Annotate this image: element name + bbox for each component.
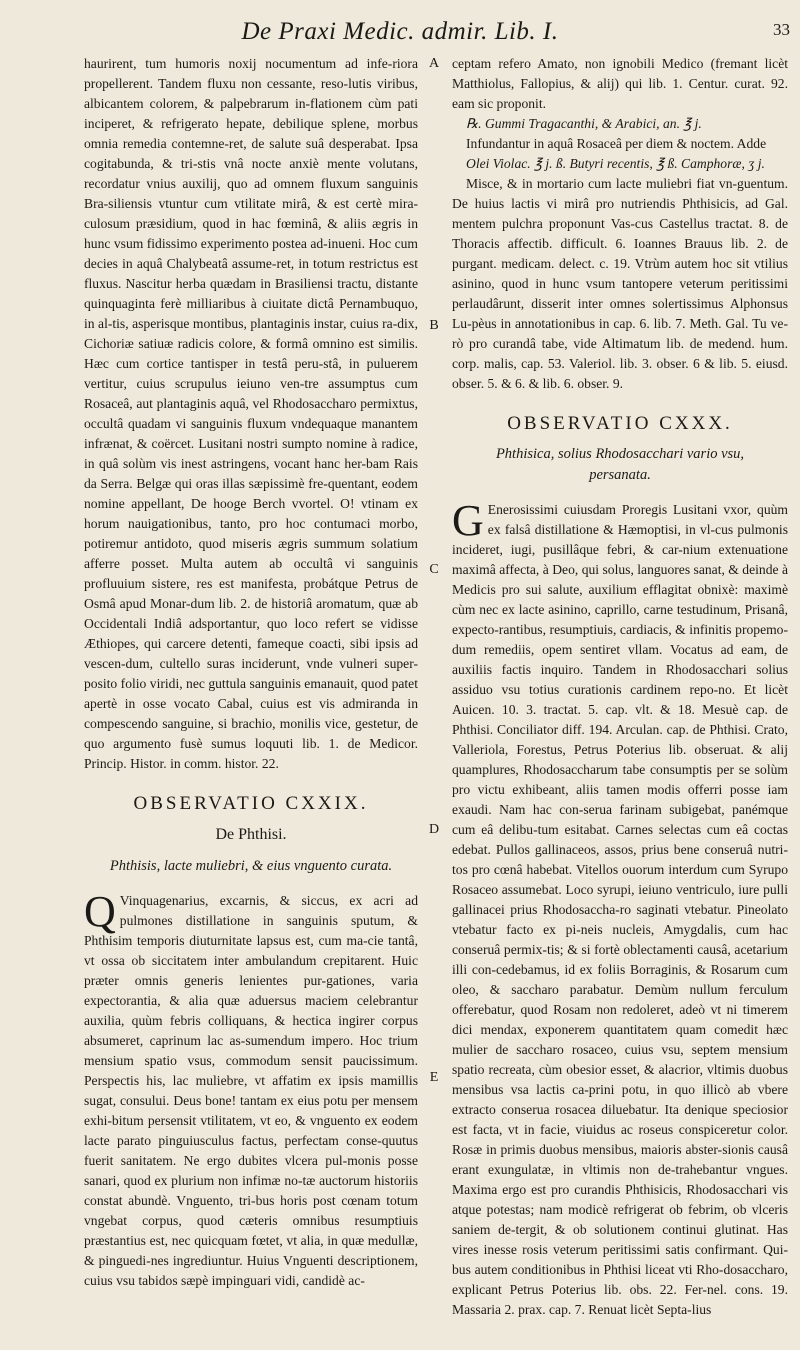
left-column <box>84 54 418 1344</box>
recipe-line-gum: ℞. Gummi Tragacanthi, & Arabici, an. ℥ j. <box>466 116 702 131</box>
observatio-cxxix-body <box>84 887 418 1291</box>
margin-letter-b: B <box>429 318 439 333</box>
right-continuation-paragraph: ceptam refero Amato, non ignobili Medico (fremant licèt Matthiolus, Fallopius, & alij) qui lib. 1. Centur. curat. 92. eam sic proponit. <box>452 56 788 111</box>
observatio-cxxx-text: Enerosissimi cuiusdam Proregis Lusitani vxor, quùm ex falsâ distillatione & Hæmoptisi, in vl-cus pulmonis incideret, iugi, pusillâque febri, & car-nium extenuatione maximâ affecta, à Deo, qui solus, languores sanat, & deinde à Medicis pro sui salute, auxilium efflagitat obnixè: maximè cùm nec ex lacte asinino, caprillo, carne testudinum, Prisanâ, expecto-rantibus, resumptiuis, cardiacis, & infinitis propemo-dum remediis, opem sentiret vllam. Vocatus ad eam, de auxiliis factis inquiro. Tandem in Rhodosacchari solius assiduo vsu totius curationis cardinem repo-no. Et licèt Auicen. 10. 3. tractat. 5. cap. vlt. & 18. Mesuè cap. de Phthisi. Conciliator diff. 194. Arculan. cap. de Phthisi. Crato, Valleriola, Forestus, Petrus Poterius lib. obseruat. & alij quamplures, Rhodosaccharum tabe consumptis per se solùm pro victu exhibeant, aliis tamen modis offerri posse iam exaudi. Nam hac con-serua farinam subigebat, panémque cum eâ delibu-tum esitabat. Carnes selectas cum eâ coctas edebat. Pullos gallinaceos, assos, prius bene conseruâ nutri-tos pro cœnâ habebat. Vitellos ouorum interdum cum Syrupo Rosaceo assumebat. Loco syrupi, ieiuno ventriculo, iure pulli gallinacei prius Rhodosaccha-ro saginati vtebatur. Pineolato vtebatur facto ex pi-neis nucleis, Amygdalis, cum hac conseruâ permix-tis; & si fortè oblectamenti causâ, acetarium illi con-cedebamus, id ex foliis Borraginis, & Rosarum cum oleo, & saccharo parabatur. Demùm nullum ferculum offerebatur, quod Rosam non redoleret, adeò vt ni timerem dici mendax, exponerem quantitatem quam comedit hæc mulier de saccharo rosaceo, cuius vsu, septem mensium spatio recreata, cùm obesior esset, & alacrior, vltimis duobus mensibus vsa lactis ca-prini potu, in quo illicò ab vbere extracto conserua rosacea diluebatur. Ita denique speciosior est facta, vt in facie, viuidus ac roseus conspiceretur color. Rosæ in primis duobus mensibus, maioris abster-sionis causâ erant exungulatæ, in vltimis non de-trahebantur vngues. Maxima ergo est pro curandis Phthisicis, Rhodosacchari vis atque potestas; nam modicè refrigerat ob febrim, ob vlceris saniem de-tergit, & ob solutionem continui glutinat. Has vires inesse rosis veterum peritissimi satis confirmant. Qui-bus autem conditionibus in Phthisi liceat vti Rho-dosaccharo, explicant Petrus Poterius lib. obs. 22. Fer-nel. cons. 19. Massaria 2. prax. cap. 7. Renuat licèt Septa-lius <box>452 502 788 1317</box>
observatio-cxxix-subheading: De Phthisi. <box>215 826 287 843</box>
observatio-cxxx-heading: OBSERVATIO CXXX. <box>507 413 733 434</box>
running-head <box>0 14 800 50</box>
margin-letter-c: C <box>429 562 439 577</box>
observatio-cxxix-heading: OBSERVATIO CXXIX. <box>133 793 369 814</box>
running-title: De Praxi Medic. admir. Lib. I. <box>241 18 559 45</box>
observatio-cxxx-subtitle: Phthisica, solius Rhodosacchari vario vsu, persanata. <box>495 446 745 483</box>
recipe-line-infuse: Infundantur in aquâ Rosaceâ per diem & noctem. Adde <box>466 136 767 151</box>
margin-letter-d: D <box>428 822 440 837</box>
margin-letter-a: A <box>428 56 440 71</box>
drop-cap-g: G <box>452 496 484 545</box>
recipe-line-oil: Olei Violac. ℥ j. ß. Butyri recentis, ℥ ß. Camphoræ, ʒ j. <box>466 156 765 171</box>
observatio-cxxix-text: Vinquagenarius, excarnis, & siccus, ex acri ad pulmones distillatione in sanguinis sputum, & Phthisim temporis diuturnitate lapsus est, cum ma-cie tantâ, vt ossa ob siccitatem inter ambulandum crepitarent. Huic præter omnis generis lenientes pur-gationes, varia expectorantia, & alia quæ aduersus maciem celebrantur auxilia, quùm febris colliquans, & hectica ingirer corpus absumeret, caprinum lac as-sumendum impero. Hoc trium mensium spatio vsus, commodum sensit paucissimum. Perspectis his, lac muliebre, vt affatim ex ipsis mamillis sugat, consului. Deus bone! tantam ex eius potu per mensem exhi-bitum persensit vtilitatem, vt eo, & vnguento ex eodem lacte parato pinguiusculus factus, perfectam conse-quutus fuerit sanitatem. Ne ergo dubites vlcera pul-monis posse sanari, quod ex plurium non infimæ no-tæ auctorum historiis constat abundè. Vnguento, tri-bus horis post cœnam totum vngebat corpus, quod cæteris omnibus resumptiuis præstantius est, nec quicquam fœtet, vt alia, in quæ medullæ, & pinguedi-nes ingrediuntur. Huius Vnguenti descriptionem, cuius vsu tabidos sæpè impinguari vidi, candidè ac- <box>84 893 418 1288</box>
margin-letter-e: E <box>429 1070 439 1085</box>
left-continuation-paragraph: haurirent, tum humoris noxij nocumentum ad infe-riora propellerent. Tandem fluxu non cessante, reso-lutis viribus, albicantem colorem, & palpebrarum in-flationem cùm pati inciperet, & refrigerato hepate, debilique splene, morbus omnia remedia contemne-ret, de salute suâ desperabat. Ipsa cogitabunda, & tri-stis vnâ nocte anxiè mente volutans, recordatur vnius auxilij, quo ad omnem fluxum sanguinis Bra-siliensis vtuntur cum vtilitate mirâ, & est certè mira-culosum præsidium, quod in hac fœminâ, & aliis ægris in hunc vsum fidissimo experimento postea ad-inueni. Hoc cum decies in aquâ Chalybeatâ assume-ret, in totum restrictus est fluxus. Nascitur herba quædam in Brasiliensi tractu, distante quinquaginta ferè milliaribus à ciuitate dictâ Pernambuquo, in al-tis, asperisque montibus, plantaginis instar, cuius ra-dix, Cichoriæ satiuæ radicis colore, & formâ omnino est similis. Hæc cum cortice tantisper in testâ peru-stâ, in puluerem vertitur, cuius scrupulus ieiuno ven-tre assumptus cum Rosaceâ, aut plantaginis aquâ, vel Rhodosaccharo permixtus, occultâ quadam vi sanguinis fluxum vndequaque manantem infrænat, & coërcet. Lusitani nostri sumpto nomine à radice, in quâ solùm vis inest astringens, vocant hanc her-bam Rais da Serra. Belgæ qui oras illas sæpissimè fre-quentant, eodem nomine appellant, De hooge Berch vvortel. O! vtinam ex horum nauigationibus, tanto, pro hoc contumaci morbo, potiremur antidoto, quod miseris ægris summum solatium afferre posset. Multa autem ab occultâ vi sanguinis profluuium sistere, res est manifesta, probátque Petrus de Osmâ apud Monar-dum lib. 2. de historiâ aromatum, quæ ab Occidentali Indiâ adsportantur, quo loco refert se vidisse Æthiopes, qui carcere detenti, fameque coacti, sibi ipsis ad vescen-dum, cultello suras inciderunt, vnde vulneri super-posito folio viridi, nec guttula sanguinis emanauit, quod patet apertè in osse vocato Cabal, cuius est vis admiranda in compescendo sanguine, si brachio, monilis vice, gestetur, de quo argumento fusè sumus loquuti lib. 1. de Medicor. Princip. Histor. in comm. histor. 22. <box>84 56 418 771</box>
drop-cap-q: Q <box>84 887 116 936</box>
observatio-cxxix-subtitle: Phthisis, lacte muliebri, & eius vnguento curata. <box>109 858 393 874</box>
recipe-commentary: Misce, & in mortario cum lacte muliebri fiat vn-guentum. De huius lactis vi mirâ pro nutriendis Phthisicis, ad Gal. mentem pulchra proponunt Vas-cus Castellus tractat. 8. de Thoracis affectib. difficult. 6. Ioannes Brauus lib. 2. de purgant. medicam. delect. c. 19. Vtrùm autem hoc sit vtilius asinino, quod in hunc vsum tantopere veterum peritissimi perlaudârunt, disserit inter omnes solertissimus Alphonsus Lu-pèus in annotationibus in cap. 6. lib. 7. Meth. Gal. Tu ve-rò pro curandâ tabe, vide Altimatum lib. de medend. hum. corp. malis, cap. 53. Valeriol. lib. 3. obser. 6 & lib. 5. eiusd. obser. 5. & 6. & lib. 6. obser. 9. <box>452 176 788 391</box>
observatio-cxxx-body <box>452 496 788 1320</box>
right-column <box>452 54 788 1344</box>
page-number: 33 <box>773 20 790 39</box>
